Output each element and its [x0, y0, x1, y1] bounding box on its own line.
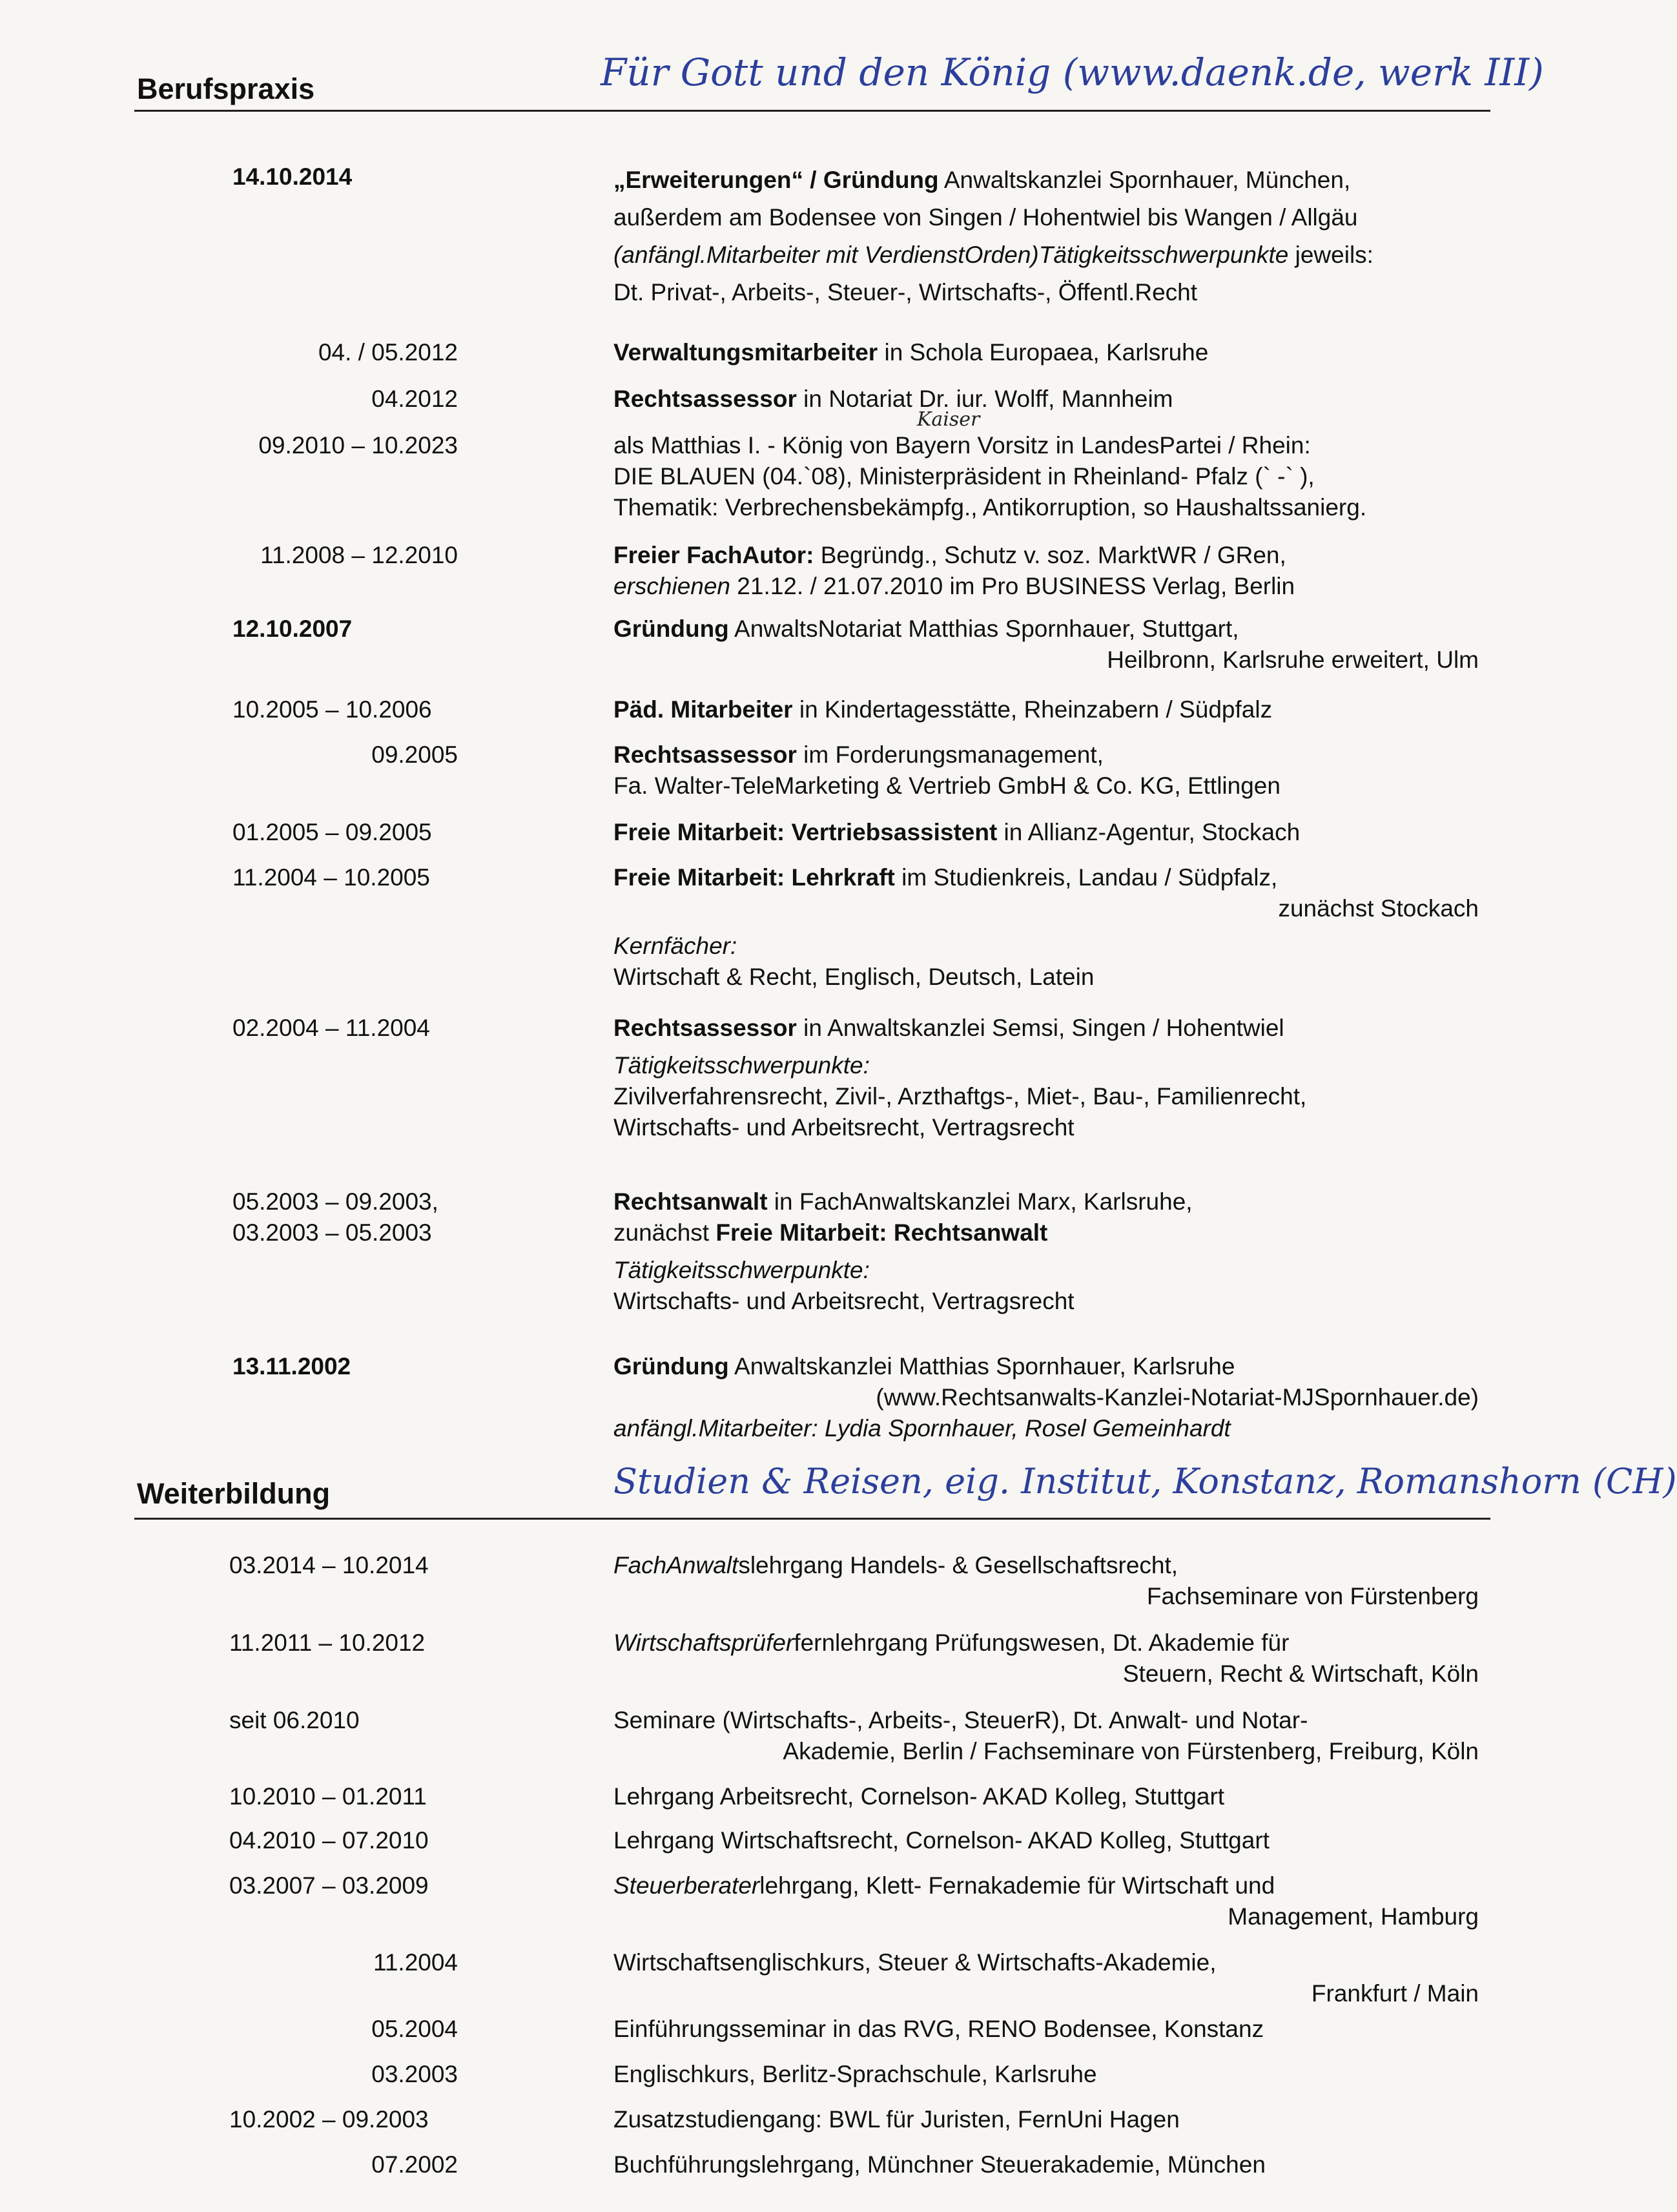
beruf-entry-line — [613, 1050, 1485, 1081]
beruf-entry — [613, 430, 1485, 523]
weiter-entry-line — [613, 1550, 1485, 1581]
beruf-entry — [613, 694, 1485, 725]
weiter-entry-text: Lehrgang Wirtschaftsrecht, Cornelson- AKAD Kolleg, Stuttgart — [613, 1827, 1270, 1854]
beruf-entry-text: in FachAnwaltskanzlei Marx, Karlsruhe, — [767, 1188, 1193, 1215]
beruf-date: 05.2003 – 09.2003, — [232, 1188, 438, 1215]
weiter-entry — [613, 2149, 1485, 2180]
weiterbildung-heading: Weiterbildung — [137, 1477, 331, 1510]
weiter-entry-line — [613, 1581, 1485, 1612]
weiter-entry — [613, 2014, 1485, 2045]
weiter-entry — [613, 1825, 1485, 1856]
beruf-entry-text: Freie Mitarbeit: Vertriebsassistent — [613, 819, 998, 845]
weiter-date: 04.2010 – 07.2010 — [229, 1827, 429, 1854]
weiter-entry — [613, 1947, 1485, 2009]
weiter-entry-line — [613, 1628, 1485, 1659]
weiter-entry-text: Fachseminare von Fürstenberg — [1146, 1583, 1479, 1609]
beruf-entry-line — [613, 645, 1485, 676]
beruf-entry-text: (www.Rechtsanwalts-Kanzlei-Notariat-MJSpornhauer.de) — [876, 1384, 1479, 1411]
beruf-entry — [613, 384, 1485, 415]
beruf-date-secondary: 03.2003 – 05.2003 — [232, 1219, 432, 1246]
beruf-entry-text: im Studienkreis, Landau / Südpfalz, — [894, 864, 1278, 891]
beruf-entry-text: in Notariat Dr. iur. Wolff, Mannheim — [796, 386, 1173, 412]
weiter-entry-text: Akademie, Berlin / Fachseminare von Fürstenberg, Freiburg, Köln — [783, 1738, 1479, 1764]
weiter-date: 10.2002 – 09.2003 — [229, 2106, 429, 2133]
beruf-entry-line — [613, 817, 1485, 848]
weiter-date: 11.2011 – 10.2012 — [229, 1629, 426, 1656]
beruf-date: 13.11.2002 — [232, 1353, 351, 1380]
beruf-entry-text: „Erweiterungen“ / Gründung — [613, 167, 939, 193]
weiter-entry-text: Buchführungslehrgang, Münchner Steuerakademie, München — [613, 2151, 1266, 2178]
beruf-entry-text: Thematik: Verbrechensbekämpfg., Antikorruption, so Haushaltssanierg. — [613, 494, 1367, 521]
weiterbildung-rule — [134, 1518, 1490, 1520]
beruf-entry-line — [613, 236, 1485, 274]
weiter-entry-line — [613, 1947, 1485, 1978]
beruf-entry-text: jeweils: — [1288, 242, 1373, 268]
beruf-entry-line — [613, 1413, 1485, 1444]
beruf-entry-text: Rechtsanwalt — [613, 1188, 768, 1215]
weiter-date: 10.2010 – 01.2011 — [229, 1783, 427, 1810]
weiter-date: 11.2004 — [373, 1949, 458, 1976]
beruf-entry-text: Verwaltungsmitarbeiter — [613, 339, 878, 366]
beruf-entry-text: Rechtsassessor — [613, 386, 797, 412]
weiter-entry — [613, 1781, 1485, 1812]
beruf-entry-line — [613, 1217, 1485, 1248]
beruf-entry — [613, 337, 1485, 368]
beruf-entry-text: Rechtsassessor — [613, 741, 797, 768]
beruf-entry-text: AnwaltsNotariat Matthias Spornhauer, Stuttgart, — [728, 615, 1239, 642]
weiter-entry-line — [613, 1870, 1485, 1901]
weiter-entry-text: Englischkurs, Berlitz-Sprachschule, Karlsruhe — [613, 2061, 1097, 2087]
weiter-entry-text: slehrgang Handels- & Gesellschaftsrecht, — [738, 1552, 1178, 1578]
weiter-entry-line — [613, 1901, 1485, 1932]
beruf-entry — [613, 817, 1485, 848]
berufspraxis-heading: Berufspraxis — [137, 72, 315, 105]
beruf-entry — [613, 1186, 1485, 1317]
beruf-entry-text: in Kindertagesstätte, Rheinzabern / Südpfalz — [792, 696, 1273, 723]
weiter-entry-text: fernlehrgang Prüfungswesen, Dt. Akademie für — [794, 1629, 1290, 1656]
beruf-entry-text: 21.12. / 21.07.2010 im Pro BUSINESS Verlag, Berlin — [730, 573, 1295, 599]
beruf-date: 01.2005 – 09.2005 — [232, 819, 432, 845]
weiter-entry — [613, 2059, 1485, 2090]
beruf-entry-text: Gründung — [613, 1353, 729, 1380]
beruf-entry-text: Freier FachAutor: — [613, 542, 814, 568]
beruf-entry-text: Fa. Walter-TeleMarketing & Vertrieb GmbH & Co. KG, Ettlingen — [613, 772, 1281, 799]
weiter-entry-text: Einführungsseminar in das RVG, RENO Bodensee, Konstanz — [613, 2016, 1264, 2042]
beruf-entry-line — [613, 1186, 1485, 1217]
weiter-entry-line — [613, 1781, 1485, 1812]
beruf-entry — [613, 614, 1485, 676]
beruf-date: 09.2005 — [371, 741, 458, 768]
beruf-entry-line — [613, 1351, 1485, 1382]
beruf-date: 09.2010 – 10.2023 — [258, 432, 458, 459]
beruf-entry-text: Wirtschafts- und Arbeitsrecht, Vertragsrecht — [613, 1114, 1075, 1141]
weiter-entry-text: Steuerberater — [613, 1872, 760, 1899]
beruf-entry-line — [613, 1013, 1485, 1044]
beruf-entry-text: zunächst Stockach — [1278, 895, 1479, 922]
weiter-entry-text: Frankfurt / Main — [1311, 1980, 1479, 2007]
beruf-entry-text: Zivilverfahrensrecht, Zivil-, Arzthaftgs-, Miet-, Bau-, Familienrecht, — [613, 1083, 1307, 1110]
beruf-entry-line — [613, 384, 1485, 415]
beruf-entry-text: Päd. Mitarbeiter — [613, 696, 793, 723]
weiter-entry — [613, 1870, 1485, 1932]
beruf-entry-text: zunächst — [613, 1219, 716, 1246]
beruf-entry-text: Begründg., Schutz v. soz. MarktWR / GRen, — [814, 542, 1286, 568]
weiter-entry-line — [613, 2104, 1485, 2135]
weiter-entry-line — [613, 2149, 1485, 2180]
weiter-entry-line — [613, 1825, 1485, 1856]
weiter-entry — [613, 1628, 1485, 1690]
beruf-entry-text: anfängl.Mitarbeiter: Lydia Spornhauer, Rosel Gemeinhardt — [613, 1415, 1231, 1442]
weiter-entry-text: Zusatzstudiengang: BWL für Juristen, FernUni Hagen — [613, 2106, 1180, 2133]
beruf-entry-line — [613, 571, 1485, 602]
beruf-entry-text: als Matthias I. - König von Bayern Vorsitz in LandesPartei / Rhein: — [613, 432, 1311, 459]
beruf-entry — [613, 1013, 1485, 1143]
berufspraxis-handwritten-note: Für Gott und den König (www.daenk.de, werk III) — [601, 50, 1544, 94]
weiter-date: 05.2004 — [371, 2016, 458, 2042]
beruf-entry-text: (anfängl.Mitarbeiter mit VerdienstOrden)Tätigkeitsschwerpunkte — [613, 242, 1289, 268]
beruf-entry-line — [613, 430, 1485, 461]
beruf-entry-line — [613, 739, 1485, 770]
beruf-entry-text: Gründung — [613, 615, 729, 642]
beruf-entry-line — [613, 161, 1485, 199]
weiter-entry-line — [613, 1736, 1485, 1767]
beruf-entry-line — [613, 461, 1485, 492]
beruf-entry-line — [613, 962, 1485, 993]
weiter-entry-line — [613, 1978, 1485, 2009]
beruf-entry-line — [613, 274, 1485, 311]
beruf-entry-text: Kernfächer: — [613, 933, 737, 959]
beruf-entry-text: Tätigkeitsschwerpunkte: — [613, 1257, 870, 1283]
beruf-entry-line — [613, 337, 1485, 368]
beruf-entry — [613, 540, 1485, 602]
beruf-entry-text: Anwaltskanzlei Matthias Spornhauer, Karlsruhe — [728, 1353, 1235, 1380]
beruf-entry-text: Anwaltskanzlei Spornhauer, München, — [938, 167, 1351, 193]
beruf-entry-text: Freie Mitarbeit: Rechtsanwalt — [715, 1219, 1048, 1246]
beruf-entry-text: außerdem am Bodensee von Singen / Hohentwiel bis Wangen / Allgäu — [613, 204, 1358, 231]
beruf-date: 11.2008 – 12.2010 — [260, 542, 458, 568]
beruf-entry-line — [613, 770, 1485, 801]
beruf-entry-line — [613, 199, 1485, 236]
beruf-entry — [613, 862, 1485, 993]
beruf-entry-line — [613, 1255, 1485, 1286]
weiter-entry-text: Steuern, Recht & Wirtschaft, Köln — [1122, 1660, 1479, 1687]
beruf-entry-text: Wirtschaft & Recht, Englisch, Deutsch, Latein — [613, 964, 1095, 990]
weiter-entry-line — [613, 2059, 1485, 2090]
beruf-entry-text: DIE BLAUEN (04.`08), Ministerpräsident in Rheinland- Pfalz (` -` ), — [613, 463, 1315, 490]
weiter-entry-text: Wirtschaftsprüfer — [613, 1629, 794, 1656]
beruf-date: 10.2005 – 10.2006 — [232, 696, 432, 723]
beruf-entry-text: in Anwaltskanzlei Semsi, Singen / Hohentwiel — [796, 1015, 1284, 1041]
weiter-entry-line — [613, 1705, 1485, 1736]
beruf-date: 04.2012 — [371, 386, 458, 412]
weiter-entry — [613, 1550, 1485, 1612]
beruf-entry-line — [613, 492, 1485, 523]
beruf-entry-text: Freie Mitarbeit: Lehrkraft — [613, 864, 895, 891]
weiter-date: seit 06.2010 — [229, 1707, 360, 1733]
beruf-entry-text: Rechtsassessor — [613, 1015, 797, 1041]
beruf-entry-line — [613, 862, 1485, 893]
beruf-date: 14.10.2014 — [232, 163, 353, 190]
beruf-entry-line — [613, 1382, 1485, 1413]
beruf-date: 02.2004 – 11.2004 — [232, 1015, 430, 1041]
beruf-entry-text: in Schola Europaea, Karlsruhe — [878, 339, 1209, 366]
beruf-entry-line — [613, 614, 1485, 645]
beruf-entry-line — [613, 931, 1485, 962]
weiter-entry-line — [613, 1659, 1485, 1690]
beruf-entry-line — [613, 1081, 1485, 1112]
berufspraxis-rule — [134, 110, 1490, 112]
beruf-entry-line — [613, 540, 1485, 571]
weiter-entry — [613, 1705, 1485, 1767]
beruf-date: 11.2004 – 10.2005 — [232, 864, 430, 891]
beruf-entry-line — [613, 1286, 1485, 1317]
weiter-entry-text: lehrgang, Klett- Fernakademie für Wirtschaft und — [759, 1872, 1275, 1899]
beruf-entry-line — [613, 694, 1485, 725]
beruf-entry-line — [613, 893, 1485, 924]
beruf-entry-text: im Forderungsmanagement, — [796, 741, 1104, 768]
beruf-entry-text: erschienen — [613, 573, 731, 599]
weiter-date: 03.2014 – 10.2014 — [229, 1552, 429, 1578]
beruf-date: 12.10.2007 — [232, 615, 353, 642]
beruf-entry-text: Heilbronn, Karlsruhe erweitert, Ulm — [1107, 646, 1479, 673]
beruf-entry — [613, 739, 1485, 801]
beruf-entry-text: Dt. Privat-, Arbeits-, Steuer-, Wirtschafts-, Öffentl.Recht — [613, 279, 1198, 305]
weiter-entry-text: Seminare (Wirtschafts-, Arbeits-, SteuerR), Dt. Anwalt- und Notar- — [613, 1707, 1308, 1733]
beruf-entry — [613, 1351, 1485, 1444]
weiter-entry-text: Lehrgang Arbeitsrecht, Cornelson- AKAD Kolleg, Stuttgart — [613, 1783, 1225, 1810]
weiter-entry-text: Management, Hamburg — [1228, 1903, 1479, 1930]
beruf-entry — [613, 161, 1485, 311]
kaiser-annotation: Kaiser — [917, 408, 980, 431]
weiter-entry-text: Wirtschaftsenglischkurs, Steuer & Wirtschafts-Akademie, — [613, 1949, 1217, 1976]
weiter-date: 03.2007 – 03.2009 — [229, 1872, 429, 1899]
beruf-entry-text: Wirtschafts- und Arbeitsrecht, Vertragsrecht — [613, 1288, 1075, 1314]
weiterbildung-handwritten-note: Studien & Reisen, eig. Institut, Konstanz, Romanshorn (CH) — [613, 1461, 1677, 1502]
weiter-entry-line — [613, 2014, 1485, 2045]
beruf-entry-line — [613, 1112, 1485, 1143]
weiter-entry-text: FachAnwalt — [613, 1552, 739, 1578]
beruf-entry-text: Tätigkeitsschwerpunkte: — [613, 1052, 870, 1079]
weiter-date: 03.2003 — [371, 2061, 458, 2087]
beruf-entry-text: in Allianz-Agentur, Stockach — [997, 819, 1301, 845]
beruf-date: 04. / 05.2012 — [318, 339, 458, 366]
weiter-date: 07.2002 — [371, 2151, 458, 2178]
weiter-entry — [613, 2104, 1485, 2135]
